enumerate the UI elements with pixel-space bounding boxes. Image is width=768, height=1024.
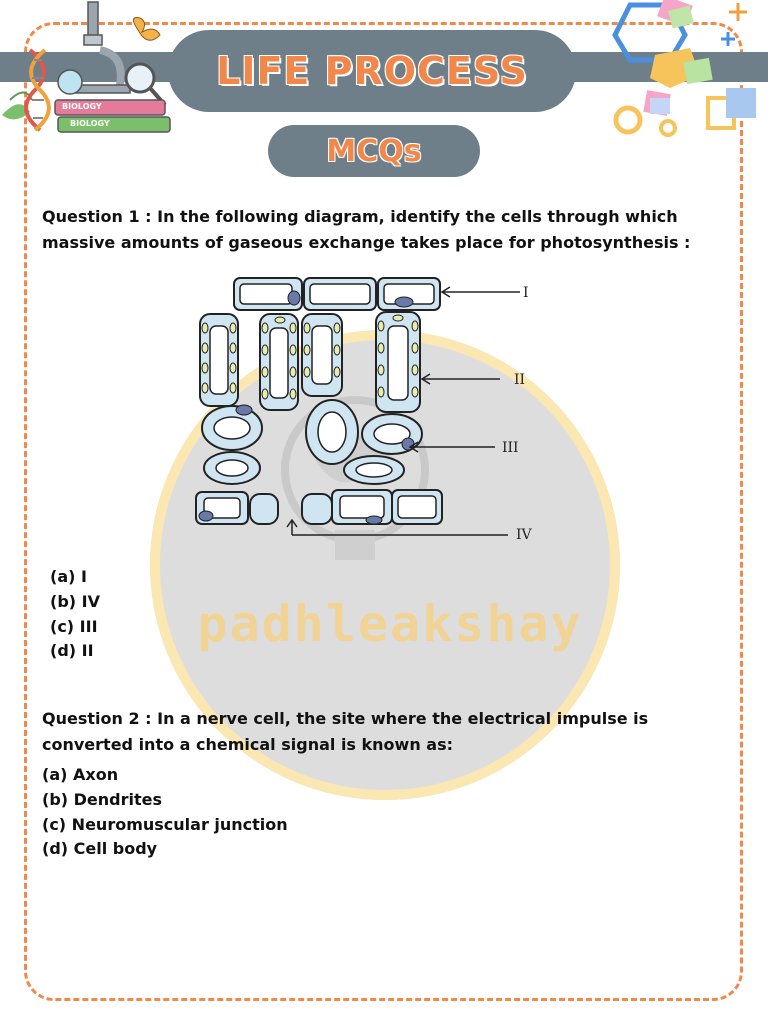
q2-option-d[interactable]: (d) Cell body <box>42 839 158 858</box>
diagram-label-ii: II <box>514 372 526 388</box>
watermark-text: padhleakshay <box>197 595 583 653</box>
leaf-cross-section-diagram <box>190 268 550 548</box>
book-label-bottom: BIOLOGY <box>70 119 110 128</box>
q1-option-a[interactable]: (a) I <box>50 567 87 586</box>
title-banner <box>168 30 576 112</box>
subtitle-banner <box>268 125 480 177</box>
question-2-text: Question 2 : In a nerve cell, the site where the electrical impulse is converted into a chemical signal is known as: <box>42 709 649 754</box>
book-label-top: BIOLOGY <box>62 102 102 111</box>
question-1-text: Question 1 : In the following diagram, identify the cells through which massive amounts of gaseous exchange takes place for photosynthesis : <box>42 207 691 252</box>
diagram-label-iv: IV <box>516 527 532 543</box>
diagram-label-iii: III <box>502 440 519 456</box>
page-title: LIFE PROCESS <box>216 49 528 93</box>
shapes-decoration-icon <box>600 0 768 140</box>
q2-option-c[interactable]: (c) Neuromuscular junction <box>42 815 288 834</box>
page-subtitle: MCQs <box>326 133 422 169</box>
q1-option-b[interactable]: (b) IV <box>50 592 100 611</box>
q2-option-b[interactable]: (b) Dendrites <box>42 790 163 809</box>
q2-option-a[interactable]: (a) Axon <box>42 765 119 784</box>
q1-option-c[interactable]: (c) III <box>50 617 98 636</box>
diagram-label-i: I <box>523 285 529 301</box>
q1-option-d[interactable]: (d) II <box>50 641 94 660</box>
